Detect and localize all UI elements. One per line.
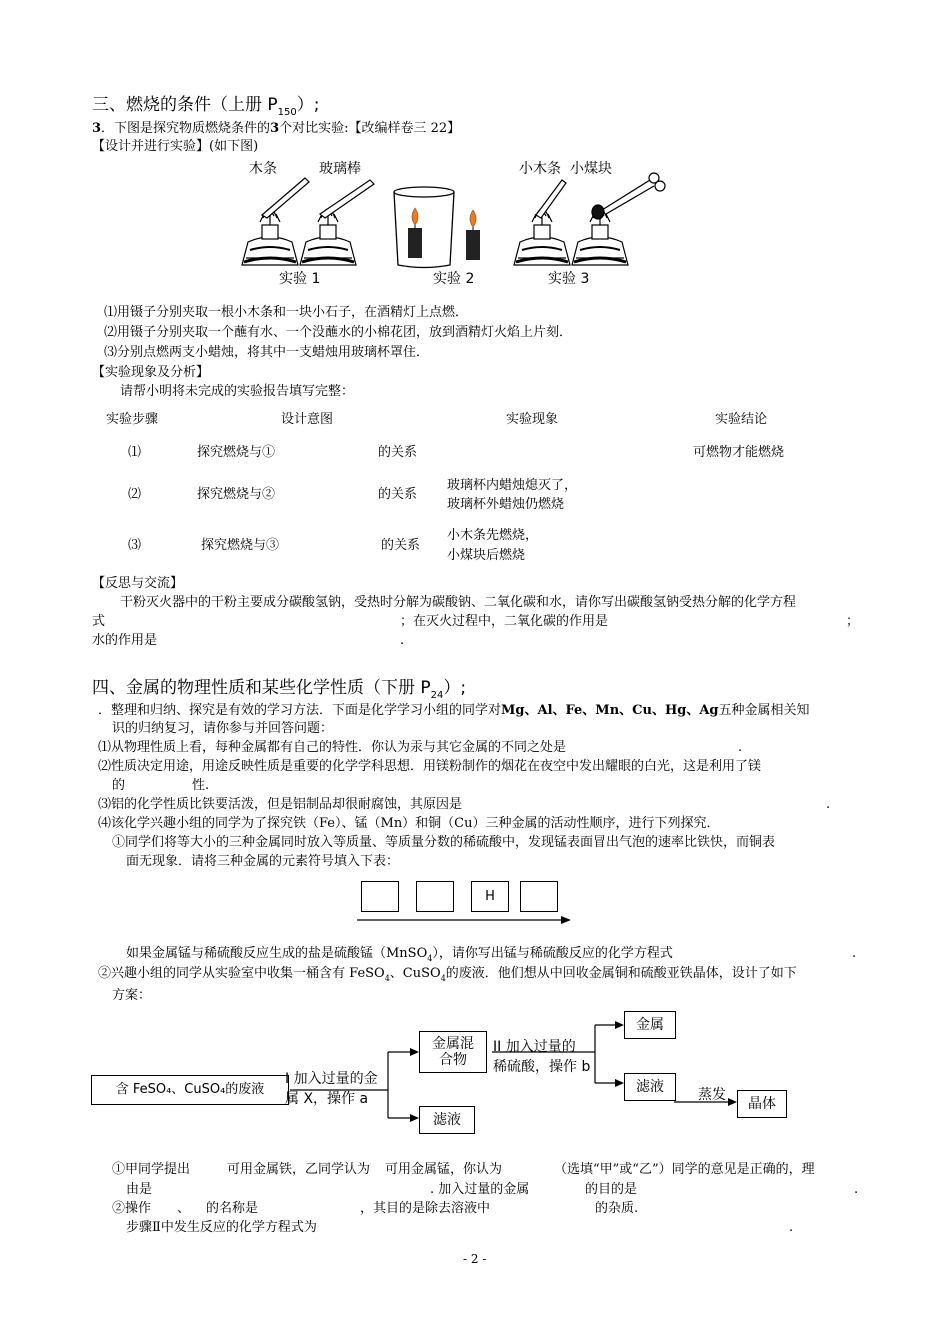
glass-cup bbox=[394, 187, 454, 268]
page-number: - 2 - bbox=[463, 1252, 487, 1266]
table-row1-intent: 探究燃烧与① bbox=[197, 445, 276, 460]
reflect-line-2-b: ；在灭火过程中，二氧化碳的作用是 bbox=[400, 614, 609, 629]
q3-intro bbox=[92, 121, 460, 137]
s4-q1-a: ⑴从物理性质上看，每种金属都有自己的特性．你认为汞与其它金属的不同之处是 bbox=[98, 740, 567, 755]
table-row3-phenomenon-1: 小木条先燃烧， bbox=[447, 528, 539, 543]
q3-number: 3 bbox=[92, 121, 102, 136]
s4-intro-a: ．整理和归纳、探究是有效的学习方法．下面是化学学习小组的同学对 bbox=[98, 703, 502, 718]
s4-q1-b: . bbox=[738, 740, 743, 755]
s4-a3-d: ，其目的是除去溶液中 bbox=[360, 1201, 491, 1216]
s4-q3-a: ⑶铝的化学性质比铁要活泼，但是铝制品却很耐腐蚀，其原因是 bbox=[98, 797, 463, 812]
s4-a2-b: . 加入过量的金属 bbox=[430, 1182, 530, 1197]
s4-mn-b: ），请你写出锰与稀硫酸反应的化学方程式 bbox=[432, 946, 673, 961]
s4-a3-a: ②操作 bbox=[112, 1201, 152, 1216]
reflect-line-2-c: ； bbox=[846, 614, 860, 629]
s4-q2-b: 的 bbox=[112, 778, 126, 793]
fig-label-exp3: 实验 3 bbox=[548, 271, 590, 287]
phenomena-heading: 【实验现象及分析】 bbox=[92, 365, 210, 380]
step-2: ⑵用镊子分别夹取一个蘸有水、一个没蘸水的小棉花团，放到酒精灯火焰上片刻． bbox=[104, 325, 573, 340]
order-box-h: H bbox=[471, 881, 509, 912]
s4-q4-2-c: 的废液．他们想从中回收金属铜和硫酸亚铁晶体，设计了如下 bbox=[445, 966, 797, 981]
table-row2-intent: 探究燃烧与② bbox=[197, 487, 276, 502]
s4-q4-2-sub1: 4 bbox=[384, 974, 390, 983]
s4-q4-1-a: ①同学们将等大小的三种金属同时放入等质量、等质量分数的稀硫酸中，发现锰表面冒出气泡的速率比铁快，而铜表 bbox=[112, 835, 776, 850]
s4-mn-c: . bbox=[852, 946, 857, 961]
s4-a3-c: 的名称是 bbox=[206, 1201, 259, 1216]
s4-a3-b: 、 bbox=[177, 1201, 191, 1216]
table-row2-phenomenon-1: 玻璃杯内蜡烛熄灭了， bbox=[447, 478, 578, 493]
s4-mn-sub: 4 bbox=[427, 954, 433, 963]
s4-a4-a: 步骤Ⅱ中发生反应的化学方程式为 bbox=[126, 1220, 317, 1235]
flow-mix-b: 合物 bbox=[439, 1052, 467, 1068]
fig-label-small-wood: 小木条 bbox=[519, 161, 561, 177]
s4-mn-a: 如果金属锰与稀硫酸反应生成的盐是硫酸锰（MnSO bbox=[126, 946, 428, 961]
table-row1-conclusion: 可燃物才能燃烧 bbox=[693, 445, 785, 460]
flow-filtrate1-box: 滤液 bbox=[624, 1073, 676, 1101]
s4-q4-2-b: 、CuSO bbox=[389, 966, 441, 981]
s4-a2-a: 由是 bbox=[126, 1182, 153, 1197]
section3-title-page: 150 bbox=[277, 107, 297, 118]
flow-step2-a: II 加入过量的 bbox=[493, 1039, 576, 1055]
s4-q4-1-b: 面无现象．请将三种金属的元素符号填入下表： bbox=[126, 854, 400, 869]
s4-a1-b: 可用金属铁，乙同学认为 bbox=[227, 1162, 371, 1177]
small-wood-stick bbox=[536, 180, 566, 218]
s4-a1-d: （选填“甲”或“乙”）同学的意见是正确的，理 bbox=[554, 1162, 815, 1177]
s4-intro-line2: 识的归纳复习，请你参与并回答问题： bbox=[112, 721, 334, 736]
fig-label-wood: 木条 bbox=[249, 161, 277, 177]
s4-intro-line1 bbox=[98, 703, 810, 719]
design-heading: 【设计并进行实验】(如下图) bbox=[92, 139, 259, 154]
s4-q2-c: 性. bbox=[192, 778, 210, 793]
s4-mn-line bbox=[126, 946, 673, 967]
s4-intro-b: 五种金属相关知 bbox=[718, 703, 810, 718]
q3-bold-3: 3 bbox=[270, 121, 280, 136]
reflect-line-3-b: . bbox=[400, 633, 405, 648]
please-fill-text: 请帮小明将未完成的实验报告填写完整： bbox=[120, 384, 355, 399]
table-header-intent: 设计意图 bbox=[281, 412, 334, 427]
step-3: ⑶分别点燃两支小蜡烛，将其中一支蜡烛用玻璃杯罩住． bbox=[104, 345, 430, 360]
s4-q4: ⑷该化学兴趣小组的同学为了探究铁（Fe）、锰（Mn）和铜（Cu）三种金属的活动性顺序，进行下列探究． bbox=[98, 816, 720, 831]
fig-label-exp1: 实验 1 bbox=[279, 271, 321, 287]
s4-q3-b: . bbox=[826, 797, 831, 812]
section3-title bbox=[92, 90, 319, 118]
alcohol-lamp-1 bbox=[242, 209, 298, 265]
s4-q4-2-line bbox=[98, 966, 797, 987]
fig-label-exp2: 实验 2 bbox=[433, 271, 475, 287]
order-box-4[interactable] bbox=[520, 881, 558, 912]
order-box-2[interactable] bbox=[416, 881, 454, 912]
table-header-conclusion: 实验结论 bbox=[715, 412, 768, 427]
section3-title-text: 三、燃烧的条件（上册 P bbox=[92, 95, 278, 115]
crucible-tongs bbox=[592, 173, 665, 219]
table-row3-phenomenon-2: 小煤块后燃烧 bbox=[447, 548, 526, 563]
tweezers-1 bbox=[262, 178, 309, 218]
table-row2-step: ⑵ bbox=[128, 487, 142, 502]
section4-title-end: ）; bbox=[443, 678, 467, 698]
candle-open bbox=[466, 210, 480, 260]
reflect-line-1: 干粉灭火器中的干粉主要成分碳酸氢钠，受热时分解为碳酸钠、二氧化碳和水，请你写出碳酸氢钠受热分解的化学方程 bbox=[120, 595, 797, 610]
s4-q4-2-d: 方案： bbox=[112, 988, 152, 1003]
s4-a1-a: ①甲同学提出 bbox=[112, 1162, 191, 1177]
flow-mix-box bbox=[419, 1031, 487, 1073]
flow-metal-box: 金属 bbox=[624, 1011, 676, 1039]
table-row3-intent: 探究燃烧与③ bbox=[201, 538, 280, 553]
experiment-figure bbox=[230, 170, 670, 275]
s4-a2-c: 的目的是 bbox=[585, 1182, 638, 1197]
q3-text: ．下图是探究物质燃烧条件的 bbox=[101, 121, 271, 136]
order-arrow bbox=[355, 912, 575, 928]
section3-title-end: ）; bbox=[296, 95, 320, 115]
alcohol-lamp-2 bbox=[300, 209, 356, 265]
s4-a2-d: . bbox=[854, 1182, 859, 1197]
s4-a3-e: 的杂质. bbox=[595, 1201, 639, 1216]
fig-label-small-coal: 小煤块 bbox=[570, 161, 612, 177]
reflect-heading: 【反思与交流】 bbox=[92, 576, 184, 591]
section4-title-text: 四、金属的物理性质和某些化学性质（下册 P bbox=[92, 678, 431, 698]
flow-step1-a: I 加入过量的金 bbox=[285, 1071, 378, 1087]
s4-q4-2-sub2: 4 bbox=[440, 974, 446, 983]
table-header-phenomenon: 实验现象 bbox=[506, 412, 559, 427]
glass-rod bbox=[320, 180, 374, 218]
candle-covered bbox=[408, 208, 422, 258]
table-header-step: 实验步骤 bbox=[106, 412, 159, 427]
section4-title-page: 24 bbox=[430, 690, 444, 701]
step-1: ⑴用镊子分别夹取一根小木条和一块小石子，在酒精灯上点燃． bbox=[104, 305, 469, 320]
table-row2-phenomenon-2: 玻璃杯外蜡烛仍燃烧 bbox=[447, 497, 565, 512]
s4-a1-c: 可用金属锰，你认为 bbox=[385, 1162, 503, 1177]
q3-text2: 个对比实验:【改编样卷三 22】 bbox=[279, 121, 461, 136]
table-row3-relation: 的关系 bbox=[381, 538, 421, 553]
flow-mix-a: 金属混 bbox=[432, 1036, 474, 1052]
reflect-line-3-a: 水的作用是 bbox=[92, 633, 158, 648]
s4-q4-2-a: ②兴趣小组的同学从实验室中收集一桶含有 FeSO bbox=[98, 966, 385, 981]
order-box-1[interactable] bbox=[361, 881, 399, 912]
table-row3-step: ⑶ bbox=[128, 538, 142, 553]
table-row1-step: ⑴ bbox=[128, 445, 142, 460]
s4-a4-b: . bbox=[789, 1220, 794, 1235]
flow-step1-b: 属 X，操作 a bbox=[285, 1091, 369, 1107]
table-row2-relation: 的关系 bbox=[378, 487, 418, 502]
flow-step2-b: 稀硫酸，操作 b bbox=[493, 1059, 591, 1075]
s4-q2-a: ⑵性质决定用途，用途反映性质是重要的化学学科思想．用镁粉制作的烟花在夜空中发出耀眼的白光，这是利用了镁 bbox=[98, 759, 762, 774]
flow-crystal-box: 晶体 bbox=[737, 1090, 787, 1118]
flow-filtrate2-box: 滤液 bbox=[419, 1106, 475, 1134]
reflect-line-2-a: 式 bbox=[92, 614, 106, 629]
table-row1-relation: 的关系 bbox=[378, 445, 418, 460]
section4-title bbox=[92, 673, 466, 701]
fig-label-glass-rod: 玻璃棒 bbox=[319, 161, 361, 177]
flow-source-box: 含 FeSO₄、CuSO₄的废液 bbox=[91, 1075, 289, 1105]
s4-intro-metals: Mg、Al、Fe、Mn、Cu、Hg、Ag bbox=[501, 703, 719, 718]
flow-evaporate-label: 蒸发 bbox=[698, 1087, 726, 1103]
